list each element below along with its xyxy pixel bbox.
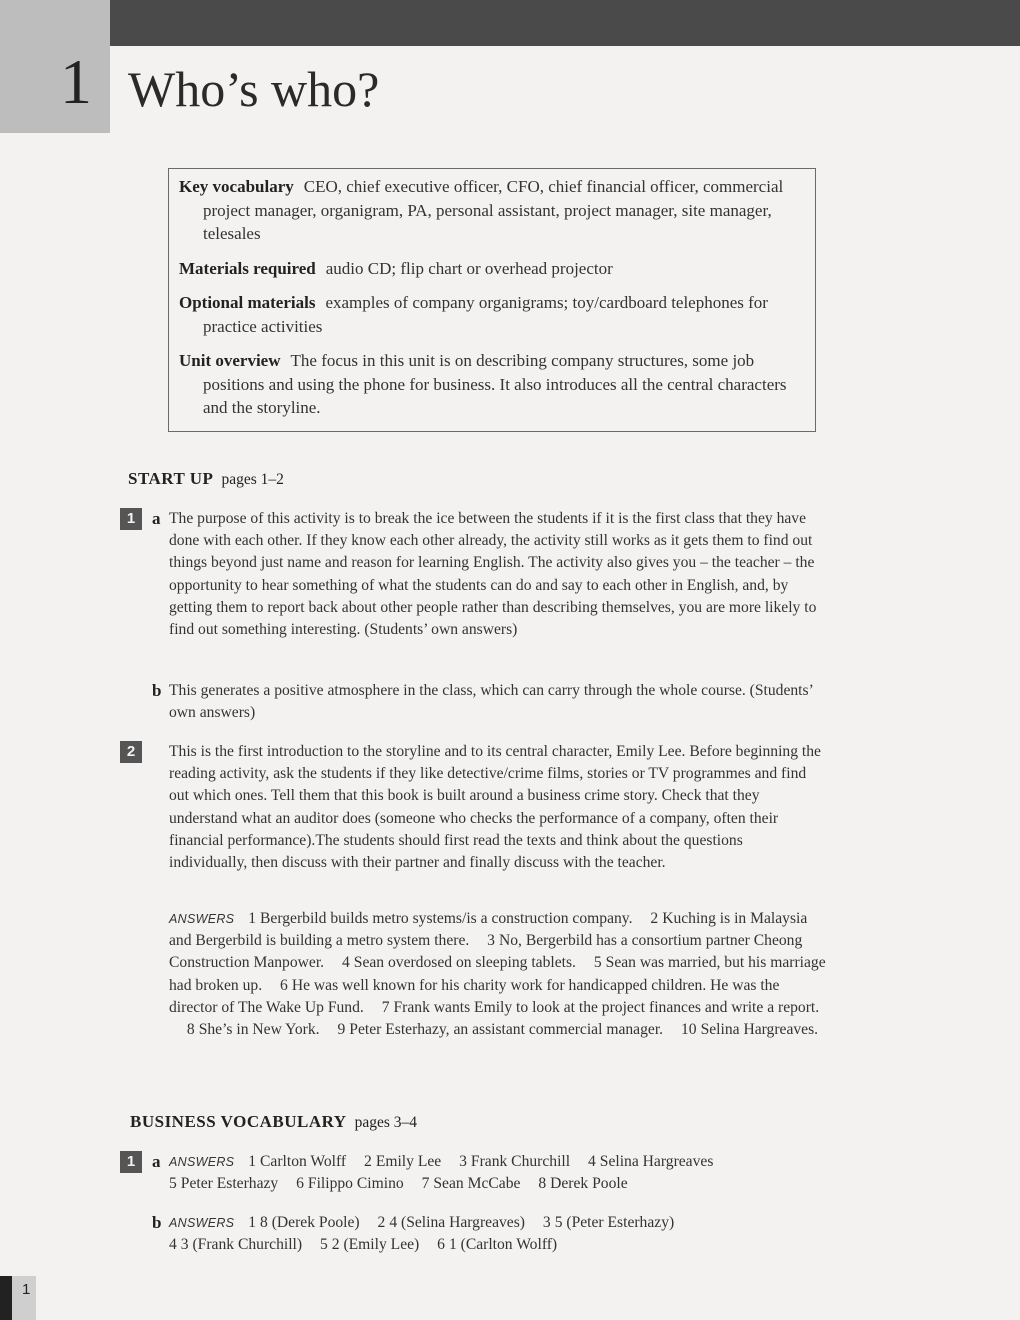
vocab-1a-letter: a	[152, 1152, 161, 1171]
answer-item: 5 Peter Esterhazy	[169, 1175, 279, 1193]
exercise-1-badge: 1	[120, 508, 142, 530]
exercise-1a-letter: a	[152, 509, 161, 528]
optional-label: Optional materials	[179, 293, 316, 312]
chapter-title: Who’s who?	[128, 61, 380, 117]
answer-item: 1 Carlton Wolff	[248, 1153, 347, 1170]
answer-item: 5 Sean was married, but his marriage had broken up.	[169, 954, 826, 994]
answer-item: 2 Emily Lee	[364, 1153, 442, 1170]
answer-item: 4 Selina Hargreaves	[588, 1153, 714, 1170]
overview-label: Unit overview	[179, 351, 281, 370]
business-vocabulary-pages: pages 3–4	[354, 1114, 417, 1131]
vocab-1a-answers	[169, 1151, 809, 1195]
answer-item: 1 8 (Derek Poole)	[248, 1214, 360, 1231]
header-bar	[110, 0, 1020, 46]
answer-item: 9 Peter Esterhazy, an assistant commercial manager.	[337, 1021, 664, 1039]
answer-item: 3 Frank Churchill	[459, 1153, 571, 1170]
chapter-number: 1	[60, 46, 92, 117]
optional-text: examples of company organigrams; toy/cardboard telephones for practice activities	[203, 293, 768, 336]
answer-item: 8 She’s in New York.	[186, 1021, 320, 1039]
business-vocabulary-title: BUSINESS VOCABULARY	[130, 1112, 347, 1131]
answer-item: 4 3 (Frank Churchill)	[169, 1236, 303, 1254]
answers-label: ANSWERS	[169, 912, 235, 926]
answer-item: 5 2 (Emily Lee)	[319, 1236, 420, 1254]
vocab-exercise-1-badge: 1	[120, 1151, 142, 1173]
answer-item: 8 Derek Poole	[538, 1175, 628, 1193]
key-info-box	[168, 168, 816, 432]
answer-item: 10 Selina Hargreaves.	[680, 1021, 819, 1039]
answer-item: 3 No, Bergerbild has a consortium partner Cheong Construction Manpower.	[169, 932, 803, 972]
answer-item: 4 Sean overdosed on sleeping tablets.	[341, 954, 576, 972]
answer-item: 3 5 (Peter Esterhazy)	[542, 1214, 675, 1231]
page-number-tab	[0, 1276, 36, 1320]
page-number: 1	[22, 1281, 31, 1298]
exercise-1b-letter: b	[152, 681, 162, 700]
exercise-1a-text: The purpose of this activity is to break the ice between the students if it is the first class that they have done with each other. If they know each other already, the activity still works as it gets them to find out things beyond just name and reason for learning English. The activity also gives you – the teacher – the opportunity to hear something of what the students can do and say to each other in English, and, by getting them to report back about other people rather than describing themselves, you are more likely to find out something interesting. (Students’ own answers)	[169, 510, 817, 639]
vocab-1b-answers	[169, 1212, 809, 1256]
exercise-2-text: This is the first introduction to the storyline and to its central character, Emily Lee. Before beginning the reading activity, ask the students if they like detective/crime films, stories or TV programmes and find out which ones. Tell them that this book is built around a business crime story. Check that they understand what an auditor does (someone who checks the performance of a company, often their financial performance).The students should first read the texts and think about the questions individually, then discuss with their partner and finally discuss with the teacher.	[169, 743, 821, 872]
answer-item: 2 Kuching is in Malaysia and Bergerbild is building a metro system there.	[169, 910, 808, 950]
overview-text: The focus in this unit is on describing company structures, some job positions and using the phone for business. It also introduces all the central characters and the storyline.	[203, 351, 787, 417]
answers-label: ANSWERS	[169, 1216, 235, 1230]
exercise-2-answers	[169, 908, 829, 1041]
answers-label: ANSWERS	[169, 1155, 235, 1169]
answer-item: 1 Bergerbild builds metro systems/is a construction company.	[248, 910, 633, 927]
key-vocabulary	[179, 175, 805, 246]
unit-overview	[179, 349, 805, 420]
key-vocabulary-text: CEO, chief executive officer, CFO, chief financial officer, commercial project manager, organigram, PA, personal assistant, project manager, site manager, telesales	[203, 177, 784, 243]
vocab-1b-letter: b	[152, 1213, 162, 1232]
optional-materials	[179, 291, 805, 338]
start-up-heading	[128, 469, 284, 489]
materials-required	[179, 257, 805, 281]
business-vocabulary-heading	[130, 1112, 417, 1132]
answer-item: 2 4 (Selina Hargreaves)	[377, 1214, 525, 1231]
exercise-2-badge: 2	[120, 741, 142, 763]
answer-item: 6 He was well known for his charity work for handicapped children. He was the director of The Wake Up Fund.	[169, 976, 780, 1016]
materials-text: audio CD; flip chart or overhead projector	[325, 258, 613, 278]
materials-label: Materials required	[179, 258, 316, 278]
answer-item: 6 Filippo Cimino	[296, 1175, 404, 1193]
answer-item: 7 Frank wants Emily to look at the project finances and write a report.	[381, 998, 820, 1016]
answer-item: 6 1 (Carlton Wolff)	[437, 1236, 558, 1254]
start-up-pages: pages 1–2	[221, 471, 284, 488]
key-vocabulary-label: Key vocabulary	[179, 177, 294, 196]
answer-item: 7 Sean McCabe	[421, 1175, 521, 1193]
exercise-1b-text: This generates a positive atmosphere in the class, which can carry through the whole course. (Students’ own answers)	[169, 682, 813, 722]
chapter-tab	[0, 0, 110, 133]
start-up-title: START UP	[128, 469, 214, 488]
